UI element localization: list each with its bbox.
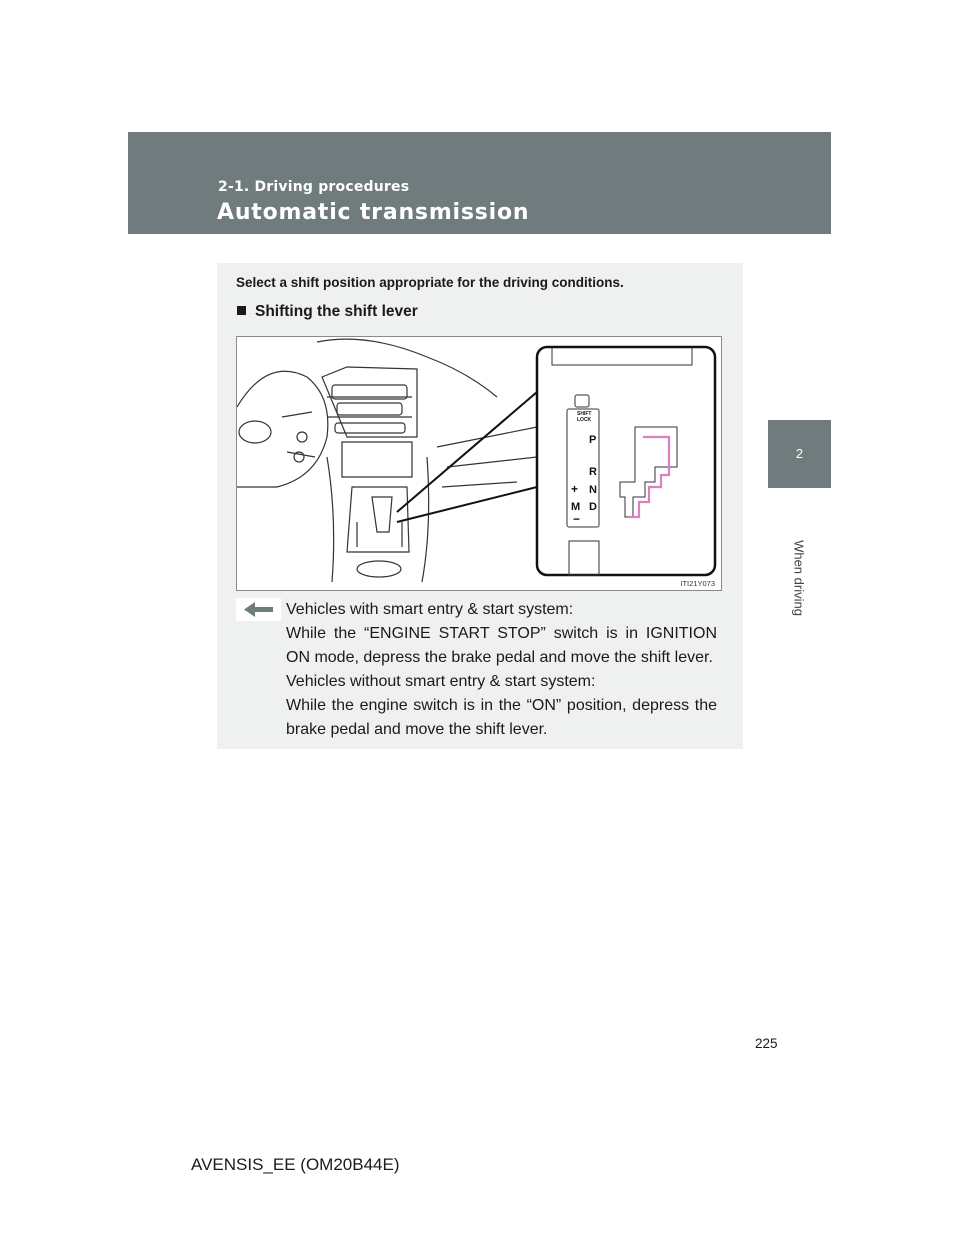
svg-text:D: D xyxy=(589,501,597,513)
note-line: While the engine switch is in the “ON” position, depress the xyxy=(286,697,717,714)
page-number: 225 xyxy=(755,1036,778,1051)
shift-lever-icon xyxy=(372,497,392,532)
intro-text: Select a shift position appropriate for the driving conditions. xyxy=(236,275,624,290)
note-line: Vehicles with smart entry & start system: xyxy=(286,601,574,618)
shift-lever-illustration xyxy=(236,336,722,591)
steering-wheel-icon xyxy=(237,371,328,487)
chapter-title: When driving xyxy=(791,540,807,616)
chapter-tab[interactable]: 2 xyxy=(768,420,831,488)
left-arrow-icon xyxy=(236,598,281,621)
note-line: While the “ENGINE START STOP” switch is in IGNITION xyxy=(286,625,717,642)
note-line: Vehicles without smart entry & start system: xyxy=(286,673,596,690)
figure-code: ITI21Y073 xyxy=(680,579,715,588)
note-line: brake pedal and move the shift lever. xyxy=(286,721,548,738)
svg-text:LOCK: LOCK xyxy=(577,417,592,423)
square-bullet-icon xyxy=(237,306,246,315)
subheading-text: Shifting the shift lever xyxy=(255,303,418,320)
svg-text:SHIFT: SHIFT xyxy=(577,411,592,417)
svg-text:R: R xyxy=(589,466,597,478)
footer-model: AVENSIS_EE (OM20B44E) xyxy=(191,1155,400,1174)
svg-text:P: P xyxy=(589,434,597,446)
svg-text:−: − xyxy=(573,512,581,526)
subheading xyxy=(237,303,418,321)
section-label: 2-1. Driving procedures xyxy=(218,179,410,195)
svg-text:N: N xyxy=(589,484,597,496)
note-line: ON mode, depress the brake pedal and move the shift lever. xyxy=(286,649,713,666)
svg-text:+: + xyxy=(571,482,579,496)
page-title: Automatic transmission xyxy=(217,200,530,225)
illustration-svg xyxy=(237,337,722,591)
note-text xyxy=(286,598,717,742)
svg-text:M: M xyxy=(571,501,581,513)
